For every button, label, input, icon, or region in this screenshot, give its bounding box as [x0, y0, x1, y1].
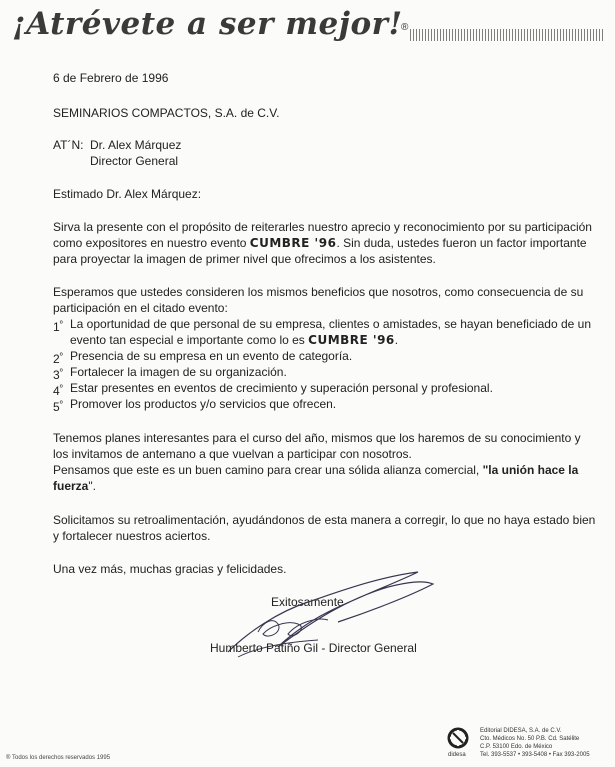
list-item-1-cont: evento tan especial e importante como lo es CUMBRE '96.	[70, 333, 399, 347]
letterhead-stripes	[410, 29, 604, 41]
p2-line2: participación en el citado evento:	[53, 301, 228, 315]
letter-date: 6 de Febrero de 1996	[53, 71, 169, 85]
list-item-4: Estar presentes en eventos de crecimiento y superación personal y profesional.	[70, 381, 493, 395]
list-item-2: Presencia de su empresa en un evento de categoría.	[70, 349, 353, 363]
recipient-title: Director General	[90, 154, 179, 168]
brand-cumbre-2: CUMBRE '96	[308, 333, 395, 347]
list-item-5: Promover los productos y/o servicios que ofrecen.	[70, 397, 337, 411]
list-item-3: Fortalecer la imagen de su organización.	[70, 365, 287, 379]
p4-line1: Solicitamos su retroalimentación, ayudándonos de esta manera a corregir, lo que no haya estado bien	[53, 513, 596, 527]
p3-line3-a: Pensamos que este es un buen camino para crear una sólida alianza comercial,	[53, 463, 483, 477]
footer-address: Editorial DIDESA, S.A. de C.V. Cto. Médicos No. 50 P.B. Cd. Satélite C.P. 53100 Edo. de México Tel. 393-5537 • 393-5408 • Fax 393-2005	[480, 728, 590, 758]
item-number-5: $5^º$	[53, 399, 63, 414]
didesa-logo-text: didesa	[448, 752, 466, 758]
p1-line2-a: como expositores en nuestro evento	[53, 236, 247, 250]
p3-line2: los invitamos de antemano a que vuelvan a participar con nosotros.	[53, 447, 412, 461]
p4-line2: y fortalecer nuestros aciertos.	[53, 529, 211, 543]
p3-line1: Tenemos planes interesantes para el curso del año, mismos que los haremos de su conocimiento y	[53, 431, 581, 445]
closing-line: Una vez más, muchas gracias y felicidades.	[53, 562, 287, 576]
item-number-1: $1^º$	[53, 319, 63, 334]
item-number-4: $4^º$	[53, 383, 63, 398]
item-number-3: $3^º$	[53, 367, 63, 382]
letterhead-slogan: ¡Atrévete a ser mejor!	[12, 6, 403, 42]
item1-cont-text: evento tan especial e importante como lo es	[70, 333, 305, 347]
p2-line1: Esperamos que ustedes consideren los mismos beneficios que nosotros, como consecuencia de su	[53, 285, 584, 299]
p1-line3: para proyectar la imagen de primer nivel que ofrecimos a los asistentes.	[53, 252, 436, 266]
item-number-2: $2^º$	[53, 351, 63, 366]
attn-label: AT´N:	[53, 138, 84, 152]
registered-mark: ®	[401, 22, 409, 33]
recipient-company: SEMINARIOS COMPACTOS, S.A. de C.V.	[53, 106, 280, 120]
p3-line4: fuerza".	[53, 479, 96, 493]
p3-line3	[53, 462, 578, 478]
didesa-logo-icon	[447, 727, 469, 751]
p1-line2	[53, 235, 587, 251]
brand-cumbre: CUMBRE '96	[249, 236, 337, 250]
p1-line2-b: . Sin duda, ustedes fueron un factor importante	[336, 236, 587, 250]
motto-part2: fuerza	[53, 479, 89, 493]
signer-name: Humberto Patiño Gil - Director General	[210, 641, 417, 655]
footer-rights: ® Todos los derechos reservados 1995	[6, 755, 111, 761]
list-item-1: La oportunidad de que personal de su empresa, clientes o amistades, se hayan beneficiado de un	[70, 317, 592, 331]
p1-line1: Sirva la presente con el propósito de reiterarles nuestro aprecio y reconocimiento por su participación	[53, 220, 592, 234]
recipient-name: Dr. Alex Márquez	[90, 138, 182, 152]
salutation: Estimado Dr. Alex Márquez:	[53, 187, 202, 201]
valediction: Exitosamente	[271, 595, 344, 609]
motto-part1: "la unión hace la	[482, 463, 579, 477]
